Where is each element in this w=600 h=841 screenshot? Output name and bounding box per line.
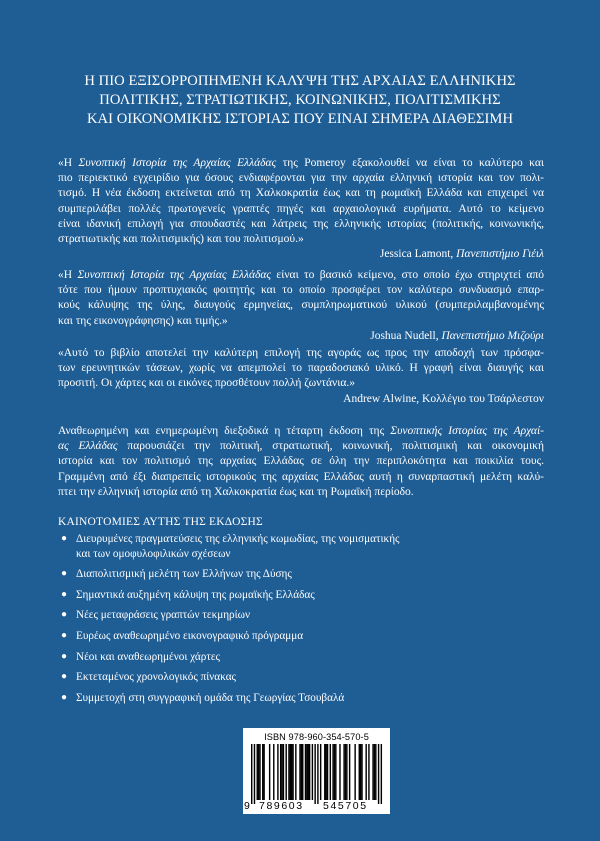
barcode-bar: [359, 744, 360, 800]
description-line: Γραμμένη από έξι διαπρεπείς ιστορικούς της αρχαίας Ελλάδας αυτή η συναρπαστική μελέτη καλύ-: [58, 470, 544, 483]
barcode-bar: [309, 744, 310, 800]
feature-item: ● Διευρυμένες πραγματεύσεις της ελληνικής κωμωδίας, της νομισματικής και των ομοφυλοφιλικών σχέσεων: [61, 533, 400, 560]
barcode-bar: [281, 744, 282, 800]
barcode-bar: [280, 744, 281, 800]
bullet-icon: ●: [61, 671, 68, 683]
barcode-bar: [312, 744, 313, 800]
barcode-bar: [361, 744, 362, 800]
quote-line: είναι ιδανική επιλογή για σπουδαστές και λάτρεις της ελληνικής ιστορίας (πολιτικής, κοινωνικής,: [58, 217, 544, 230]
barcode-bar: [306, 744, 307, 800]
feature-item: ● Νέες μεταφράσεις γραπτών τεκμηρίων: [61, 609, 251, 622]
isbn-barcode: ISBN 978-960-354-570-5 9 789603 545705: [243, 728, 390, 814]
barcode-bars: [251, 744, 382, 800]
barcode-bar: [360, 744, 361, 800]
quote-line: «Η Συνοπτική Ιστορία της Αρχαίας Ελλάδας είναι το βασικό κείμενο, στο οποίο έχω στηριχτεί από: [58, 269, 544, 281]
barcode-bar: [299, 744, 300, 800]
barcode-bar: [346, 744, 347, 800]
barcode-bar: [257, 744, 258, 800]
quote-line: κούς κάλυψης της ύλης, διαυγούς ερμηνείας, συμπληρωματικού υλικού (συμπεριλαμβανομένης: [58, 299, 544, 312]
barcode-bar: [269, 744, 270, 800]
quote-attribution: Jessica Lamont, Πανεπιστήμιο Γιέιλ: [379, 248, 544, 261]
isbn-label: ISBN 978-960-354-570-5: [264, 732, 369, 742]
barcode-bar: [259, 744, 260, 800]
bullet-icon: ●: [61, 588, 68, 600]
barcode-bar: [365, 744, 366, 800]
barcode-bar: [263, 744, 264, 800]
review-quote-alwine: [58, 346, 544, 407]
book-description: [58, 424, 544, 500]
barcode-bar: [251, 744, 252, 804]
features-list: [58, 532, 544, 711]
barcode-bar: [343, 744, 344, 800]
quote-line: και της εικονογράφησης) και τιμής.»: [58, 314, 228, 327]
barcode-bar: [327, 744, 328, 800]
quote-line: στρατιωτικής και πολιτισμικής) και του πολιτισμού.»: [58, 233, 304, 246]
review-quote-nudell: [58, 268, 544, 344]
quote-line: προσιτή. Οι χάρτες και οι εικόνες προσθέτουν πολλή ζωντάνια.»: [58, 377, 355, 390]
feature-item: ● Νέοι και αναθεωρημένοι χάρτες: [61, 650, 220, 663]
barcode-bar: [291, 744, 292, 800]
description-line: πτει την ελληνική ιστορία από τη Χαλκοκρατία έως και τη Ρωμαϊκή περίοδο.: [58, 485, 414, 498]
review-quote-lamont: [58, 156, 544, 262]
headline-line: ΚΑΙ ΟΙΚΟΝΟΜΙΚΗΣ ΙΣΤΟΡΙΑΣ ΠΟΥ ΕΙΝΑΙ ΣΗΜΕΡΑ ΔΙΑΘΕΣΙΜΗ: [86, 111, 514, 127]
barcode-bar: [330, 744, 331, 800]
feature-item: ● Εκτεταμένος χρονολογικός πίνακας: [61, 671, 236, 684]
bullet-icon: ●: [61, 650, 68, 662]
quote-attribution: Andrew Alwine, Κολλέγιο του Τσάρλεστον: [343, 392, 544, 405]
barcode-bar: [273, 744, 274, 800]
quote-line: συμπεριλάβει πολλές πρωτογενείς γραπτές πηγές και αρχαιολογικά ευρήματα. Αυτό το κείμενο: [58, 202, 544, 215]
barcode-bar: [314, 744, 315, 804]
quote-line: «Η Συνοπτική Ιστορία της Αρχαίας Ελλάδας της Pomeroy εξακολουθεί να είναι το καλύτερο και: [58, 157, 544, 169]
barcode-bar: [334, 744, 335, 800]
barcode-bar: [381, 744, 382, 804]
barcode-bar: [302, 744, 303, 800]
feature-item: ● Ευρέως αναθεωρημένο εικονογραφικό πρόγραμμα: [61, 629, 304, 642]
barcode-bar: [372, 744, 373, 800]
barcode-bar: [375, 744, 376, 800]
quote-attribution: Joshua Nudell, Πανεπιστήμιο Μιζούρι: [370, 329, 544, 342]
headline-line: ΠΟΛΙΤΙΚΗΣ, ΣΤΡΑΤΙΩΤΙΚΗΣ, ΚΟΙΝΩΝΙΚΗΣ, ΠΟΛΙΤΙΣΜΙΚΗΣ: [99, 92, 501, 108]
barcode-bar: [292, 744, 293, 800]
barcode-bar: [354, 744, 355, 800]
barcode-bar: [295, 744, 296, 800]
headline: [50, 72, 550, 129]
quote-line: πιο περιεκτικό εγχειρίδιο για όσους ενδιαφέρονται για την αρχαία ελληνική ιστορία και τον πολι-: [58, 172, 544, 185]
barcode-bar: [305, 744, 306, 800]
quote-line: τισμό. Η νέα έκδοση εκτείνεται από τη Χαλκοκρατία έως και τη ρωμαϊκή Ελλάδα και επιχειρεί να: [58, 187, 544, 200]
feature-item: ● Συμμετοχή στη συγγραφική ομάδα της Γεωργίας Τσουβαλά: [61, 691, 345, 704]
bullet-icon: ●: [61, 691, 68, 703]
headline-line: Η ΠΙΟ ΕΞΙΣΟΡΡΟΠΗΜΕΝΗ ΚΑΛΥΨΗ ΤΗΣ ΑΡΧΑΙΑΣ ΕΛΛΗΝΙΚΗΣ: [84, 73, 516, 89]
barcode-bar: [320, 744, 321, 800]
barcode-bar: [290, 744, 291, 800]
features-heading: ΚΑΙΝΟΤΟΜΙΕΣ ΑΥΤΗΣ ΤΗΣ ΕΚΔΟΣΗΣ: [58, 516, 263, 528]
barcode-bar: [301, 744, 302, 800]
barcode-bar: [254, 744, 255, 804]
barcode-bar: [339, 744, 340, 800]
description-line: ας Ελλάδας παρουσιάζει την πολιτική, στρατιωτική, κοινωνική, πολιτισμική και οικονομική: [58, 440, 544, 453]
description-line: ιστορία και τον πολιτισμό της αρχαίας Ελλάδας σε όλη την περιπλοκότητα και ποικιλία τους.: [58, 455, 544, 468]
barcode-bar: [345, 744, 346, 800]
quote-line: τότε που ήμουν προπτυχιακός φοιτητής και το οποίο προσφέρει τον καλύτερο συνδυασμό επαρ-: [58, 284, 544, 297]
barcode-bar: [368, 744, 369, 800]
bullet-icon: ●: [61, 629, 68, 641]
bullet-icon: ●: [61, 568, 68, 580]
barcode-bar: [374, 744, 375, 800]
bullet-icon: ●: [61, 609, 68, 621]
barcode-bar: [335, 744, 336, 800]
barcode-bar: [258, 744, 259, 800]
barcode-bar: [283, 744, 284, 800]
barcode-bar: [288, 744, 289, 800]
barcode-bar: [277, 744, 278, 800]
barcode-bar: [378, 744, 379, 804]
barcode-bar: [317, 744, 318, 804]
barcode-bar: [332, 744, 333, 800]
quote-line: «Αυτό το βιβλίο αποτελεί την καλύτερη επιλογή της αγοράς ως προς την αποδοχή των πρόσφα-: [58, 347, 544, 359]
barcode-bar: [285, 744, 286, 800]
barcode-bar: [349, 744, 350, 800]
barcode-bar: [308, 744, 309, 800]
bullet-icon: ●: [61, 533, 68, 544]
feature-item: ● Διαπολιτισμική μελέτη των Ελλήνων της Δύσης: [61, 568, 292, 581]
quote-line: των ερευνητικών τάσεων, χωρίς να απεμπολεί το παραδοσιακό υλικό. Η γραφή είναι διαυγής και: [58, 362, 544, 375]
barcode-bar: [262, 744, 263, 800]
barcode-bar: [325, 744, 326, 800]
description-line: Αναθεωρημένη και ενημερωμένη διεξοδικά η τέταρτη έκδοση της Συνοπτικής Ιστορίας της Αρχαί-: [58, 425, 544, 437]
barcode-bar: [324, 744, 325, 800]
feature-item: ● Σημαντικά αυξημένη κάλυψη της ρωμαϊκής Ελλάδας: [61, 588, 315, 601]
